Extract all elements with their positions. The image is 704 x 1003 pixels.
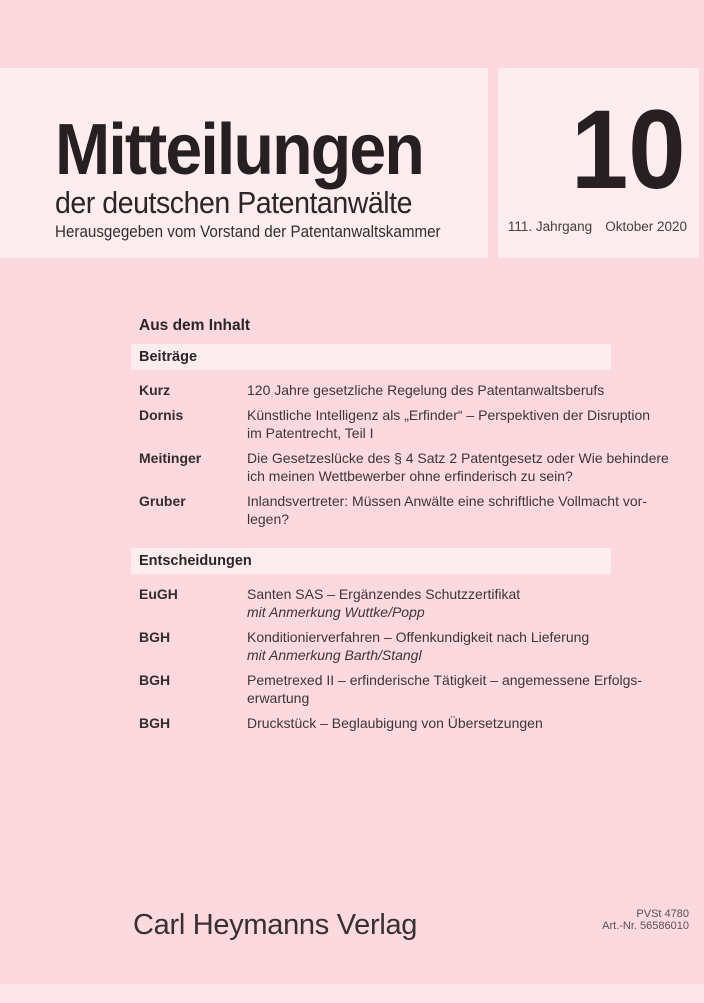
- toc-entry: [139, 628, 611, 665]
- entry-title-line: Druckstück – Beglaubigung von Übersetzungen: [247, 714, 543, 731]
- toc-entry: [139, 671, 643, 708]
- entry-annotation: mit Anmerkung Barth/Stangl: [247, 647, 422, 663]
- table-of-contents: [131, 317, 669, 738]
- masthead: [55, 110, 441, 242]
- entry-title: [247, 406, 650, 443]
- entry-annotation: mit Anmerkung Wuttke/Popp: [247, 604, 425, 620]
- article-number: Art.-Nr. 56586010: [602, 920, 689, 932]
- issue-volume: 111. Jahrgang: [507, 219, 593, 234]
- entry-author: Dornis: [139, 406, 184, 423]
- entry-court: BGH: [139, 714, 171, 731]
- print-codes: [602, 908, 689, 932]
- journal-subtitle: der deutschen Patentanwälte: [55, 185, 413, 220]
- entry-title: [247, 492, 647, 529]
- toc-entry: [139, 714, 611, 733]
- entry-author: Meitinger: [139, 449, 202, 466]
- entry-author: Kurz: [139, 382, 171, 398]
- entry-title-line: 120 Jahre gesetzliche Regelung des Patentanwaltsberufs: [247, 382, 605, 398]
- entry-title-line: Künstliche Intelligenz als „Erfinder“ – Perspektiven der Disruption: [247, 406, 651, 423]
- entry-title: [247, 671, 642, 708]
- issue-number: 10: [571, 87, 686, 212]
- section-header-beitraege: Beiträge: [131, 344, 611, 370]
- entry-title-line: Pemetrexed II – erfinderische Tätigkeit – angemessene Erfolgs-: [247, 671, 643, 688]
- toc-entry: [139, 381, 611, 400]
- entry-title: [247, 585, 520, 622]
- issue-panel: [498, 68, 699, 258]
- bottom-strip: [0, 984, 704, 1003]
- entry-title-line: legen?: [247, 511, 290, 527]
- entry-title-line: Die Gesetzeslücke des § 4 Satz 2 Patentgesetz oder Wie behindere: [247, 449, 669, 466]
- entry-title-line: Santen SAS – Ergänzendes Schutzzertifikat: [247, 585, 521, 602]
- issue-meta: [508, 220, 687, 234]
- entry-title: [247, 628, 589, 665]
- section-header-entscheidungen: Entscheidungen: [131, 548, 611, 574]
- entry-title-line: erwartung: [247, 690, 310, 706]
- masthead-panel: [0, 68, 488, 258]
- entry-title: [247, 449, 669, 486]
- section-entscheidungen-entries: [131, 585, 643, 733]
- toc-entry: [139, 585, 611, 622]
- entry-author: Gruber: [139, 492, 186, 509]
- pvst-number: PVSt 4780: [636, 908, 689, 920]
- entry-court: BGH: [139, 628, 171, 645]
- toc-entry: [139, 406, 651, 443]
- entry-title: [247, 381, 604, 400]
- toc-entry: [139, 449, 669, 486]
- entry-title-line: Konditionierverfahren – Offenkundigkeit nach Lieferung: [247, 628, 590, 645]
- entry-title-line: Inlandsvertreter: Müssen Anwälte eine schriftliche Vollmacht vor-: [247, 492, 647, 509]
- entry-court: EuGH: [139, 585, 178, 602]
- entry-title-line: ich meinen Wettbewerber ohne erfinderisch zu sein?: [247, 468, 573, 484]
- toc-heading: Aus dem Inhalt: [139, 317, 251, 334]
- journal-publisher-line: Herausgegeben vom Vorstand der Patentanwaltskammer: [55, 223, 441, 241]
- section-beitraege-entries: [131, 381, 669, 529]
- publisher-name: Carl Heymanns Verlag: [133, 909, 418, 941]
- toc-entry: [139, 492, 647, 529]
- entry-title-line: im Patentrecht, Teil I: [247, 425, 374, 441]
- entry-court: BGH: [139, 671, 171, 688]
- journal-title: Mitteilungen: [55, 110, 423, 190]
- issue-month: Oktober 2020: [605, 219, 687, 234]
- entry-title: [247, 714, 543, 733]
